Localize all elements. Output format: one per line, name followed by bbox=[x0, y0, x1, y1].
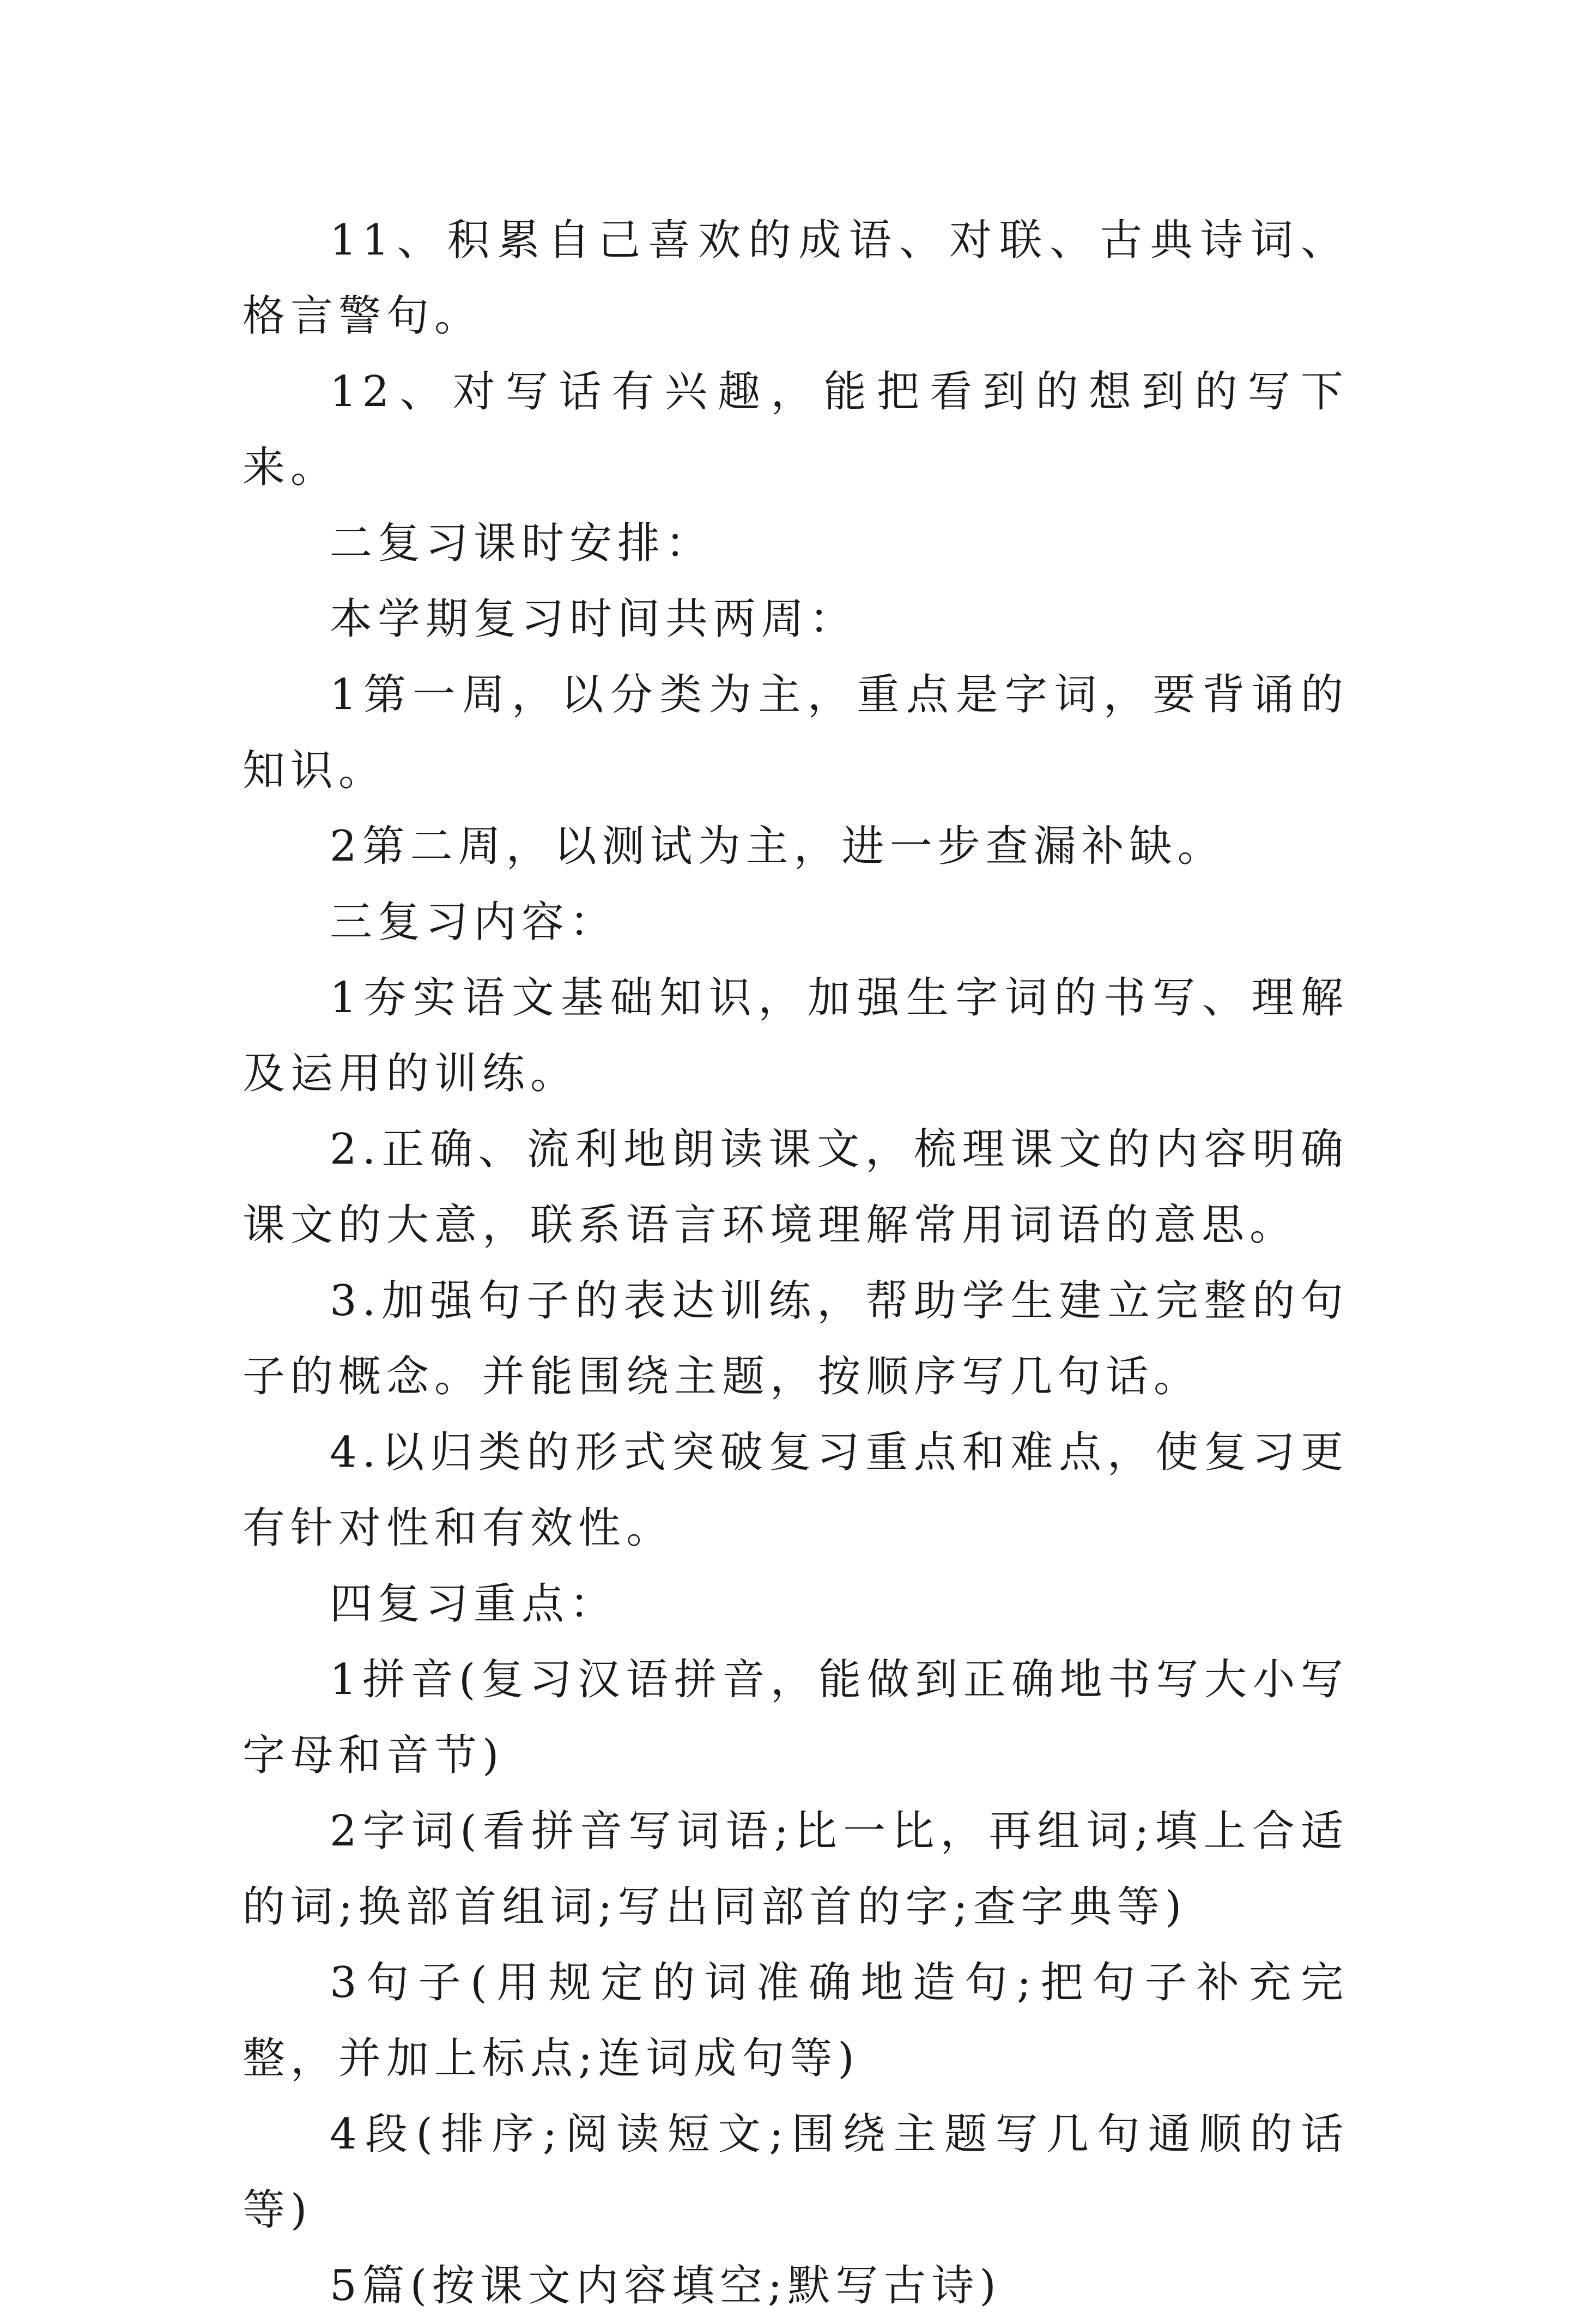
paragraph-8: 1夯实语文基础知识，加强生字词的书写、理解及运用的训练。 bbox=[242, 973, 1349, 1098]
paragraph-6: 2第二周，以测试为主，进一步查漏补缺。 bbox=[330, 822, 1226, 871]
paragraph-11: 4.以归类的形式突破复习重点和难点，使复习更有针对性和有效性。 bbox=[242, 1428, 1349, 1553]
paragraph-5: 1第一周，以分类为主，重点是字词，要背诵的知识。 bbox=[242, 670, 1349, 795]
paragraph-16: 4段(排序;阅读短文;围绕主题写几句通顺的话等) bbox=[242, 2110, 1349, 2235]
paragraph-1: 11、积累自己喜欢的成语、对联、古典诗词、格言警句。 bbox=[242, 216, 1349, 341]
section-heading-3: 三复习内容： bbox=[330, 898, 618, 947]
paragraph-13: 1拼音(复习汉语拼音，能做到正确地书写大小写字母和音节) bbox=[242, 1655, 1349, 1780]
paragraph-2: 12、对写话有兴趣，能把看到的想到的写下来。 bbox=[242, 367, 1349, 492]
paragraph-17: 5篇(按课文内容填空;默写古诗) bbox=[330, 2261, 1002, 2310]
paragraph-10: 3.加强句子的表达训练，帮助学生建立完整的句子的概念。并能围绕主题，按顺序写几句话。 bbox=[242, 1276, 1349, 1401]
paragraph-14: 2字词(看拼音写词语;比一比，再组词;填上合适的词;换部首组词;写出同部首的字;查字典等) bbox=[242, 1807, 1349, 1932]
paragraph-15: 3句子(用规定的词准确地造句;把句子补充完整，并加上标点;连词成句等) bbox=[242, 1958, 1349, 2083]
section-heading-4: 四复习重点： bbox=[330, 1579, 618, 1629]
section-heading-2: 二复习课时安排： bbox=[330, 519, 714, 568]
document-body bbox=[242, 203, 1349, 2324]
paragraph-4: 本学期复习时间共两周： bbox=[330, 595, 858, 644]
paragraph-9: 2.正确、流利地朗读课文，梳理课文的内容明确课文的大意，联系语言环境理解常用词语的意思。 bbox=[242, 1125, 1349, 1250]
